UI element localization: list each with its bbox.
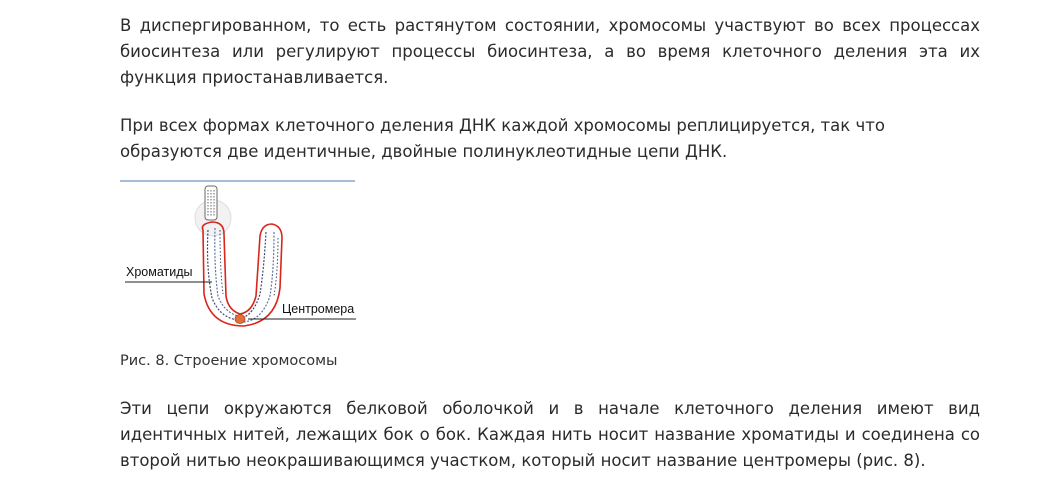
centromere-dot: [235, 315, 245, 324]
chromatid-fiber-right-core: [274, 238, 278, 296]
chromosome-outline: [202, 222, 282, 326]
chromosome-figure: [120, 178, 360, 328]
chromatids-label: Хроматиды: [126, 265, 193, 279]
paragraph-dispersed-state: В диспергированном, то есть растянутом состоянии, хромосомы участвуют во всех процессах биосинтеза или регулируют процессы биосинтеза, а во время клеточного деления эта их функция приостанавливается.: [120, 16, 980, 87]
paragraph-chromatids: Эти цепи окружаются белковой оболочкой и в начале клеточного деления имеют вид идентичных нитей, лежащих бок о бок. Каждая нить носит название хроматиды и соединена со второй нитью неокрашивающимся участком, который носит название центромеры (рис. 8).: [120, 399, 980, 470]
chromatid-fiber-left-outer: [208, 230, 239, 320]
paragraph-dna-replication: При всех формах клеточного деления ДНК каждой хромосомы реплицируется, так что образуются две идентичные, двойные полинуклеотидные цепи ДНК.: [120, 116, 885, 161]
chromatid-fiber-left-core: [220, 230, 223, 294]
chromatid-fiber-left-inner: [215, 228, 238, 316]
figure-caption: Рис. 8. Строение хромосомы: [120, 353, 338, 369]
centromere-label: Центромера: [282, 302, 355, 316]
chromatid-fiber-right-outer: [242, 232, 266, 318]
chromosome-diagram: [120, 178, 360, 328]
